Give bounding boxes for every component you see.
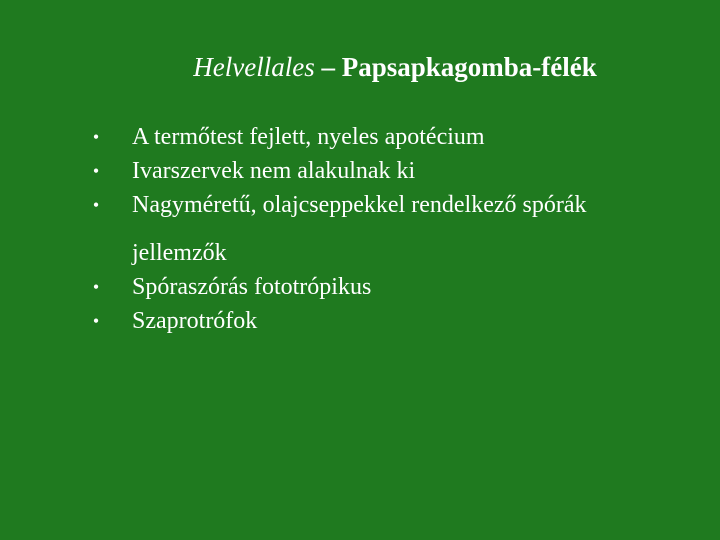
list-item	[86, 188, 706, 222]
list-item-text: Szaprotrófok	[132, 308, 258, 334]
list-item-text: jellemzők	[132, 240, 227, 266]
list-item	[86, 120, 706, 154]
bullet-list	[86, 120, 706, 338]
list-item-text: A termőtest fejlett, nyeles apotécium	[132, 124, 485, 150]
list-item-text: Spóraszórás fototrópikus	[132, 274, 372, 300]
list-item	[86, 304, 706, 338]
bullet-icon: •	[92, 277, 100, 297]
list-item-continuation	[86, 236, 706, 270]
list-item-text: Ivarszervek nem alakulnak ki	[132, 158, 416, 184]
title-taxon: Helvellales	[193, 52, 315, 82]
bullet-icon: •	[92, 311, 100, 331]
list-item	[86, 270, 706, 304]
bullet-icon: •	[92, 127, 100, 147]
title-rest: – Papsapkagomba-félék	[314, 52, 597, 82]
list-item-text: Nagyméretű, olajcseppekkel rendelkező spórák	[132, 192, 587, 218]
list-item	[86, 154, 706, 188]
slide-title	[0, 50, 720, 84]
bullet-icon: •	[92, 195, 100, 215]
bullet-icon: •	[92, 161, 100, 181]
